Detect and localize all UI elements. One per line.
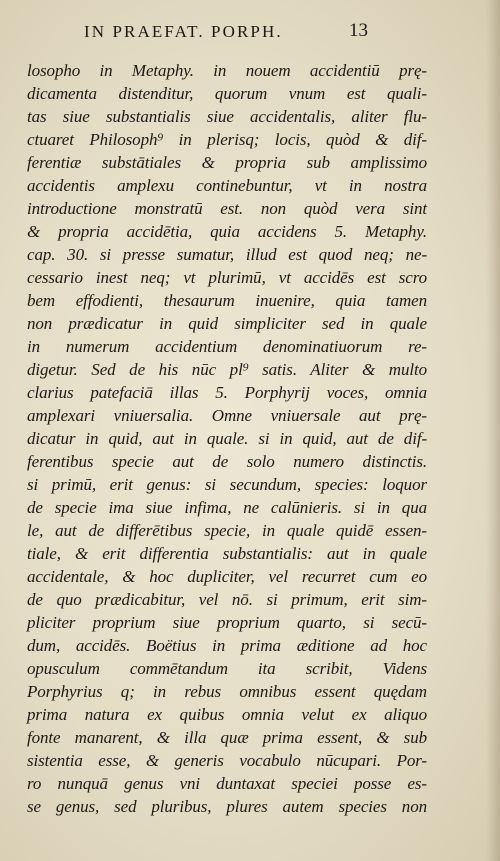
text-line: ferentiæ substātiales & propria sub amplissimo (27, 153, 427, 172)
text-line: le, aut de differētibus specie, in quale quidē essen- (27, 521, 427, 540)
text-line: introductione monstratū est. non quòd vera sint (27, 199, 427, 218)
text-line: sistentia esse, & generis vocabulo nūcupari. Por- (27, 751, 427, 770)
text-line: digetur. Sed de his nūc pl⁹ satis. Aliter & multo (27, 360, 427, 379)
text-line: ctuaret Philosoph⁹ in plerisq; locis, quòd & dif- (27, 130, 427, 149)
text-line: cessario inest neq; vt plurimū, vt accidēs est scro (27, 268, 427, 287)
text-line: de specie ima siue infima, ne calūnieris. si in qua (27, 498, 427, 517)
text-line: dicatur in quid, aut in quale. si in quid, aut de dif- (27, 429, 427, 448)
text-line: accidentale, & hoc dupliciter, vel recurret cum eo (27, 567, 427, 586)
text-line: Porphyrius q; in rebus omnibus essent quędam (27, 682, 427, 701)
text-line: si primū, erit genus: si secundum, species: loquor (27, 475, 427, 494)
page-number: 13 (349, 20, 368, 41)
text-line: fonte manarent, & illa quæ prima essent, & sub (27, 728, 427, 747)
body-text (27, 59, 427, 818)
text-line: losopho in Metaphy. in nouem accidentiū prę- (27, 61, 427, 80)
page-header (0, 0, 500, 48)
text-line: ro nunquā genus vni duntaxat speciei posse es- (27, 774, 427, 793)
text-line: tiale, & erit differentia substantialis: aut in quale (27, 544, 427, 563)
running-head: IN PRAEFAT. PORPH. (84, 22, 283, 41)
text-line: pliciter proprium siue proprium quarto, si secū- (27, 613, 427, 632)
text-line: opusculum commētandum ita scribit, Videns (27, 659, 427, 678)
text-line: ferentibus specie aut de solo numero distinctis. (27, 452, 427, 471)
text-line: & propria accidētia, quia accidens 5. Metaphy. (27, 222, 427, 241)
text-line: cap. 30. si presse sumatur, illud est quod neq; ne- (27, 245, 427, 264)
text-line: dum, accidēs. Boëtius in prima æditione ad hoc (27, 636, 427, 655)
text-line: clarius patefaciā illas 5. Porphyrij voces, omnia (27, 383, 427, 402)
text-line: tas siue substantialis siue accidentalis, aliter flu- (27, 107, 427, 126)
text-line: accidentis amplexu continebuntur, vt in nostra (27, 176, 427, 195)
text-line: bem effodienti, thesaurum inuenire, quia tamen (27, 291, 427, 310)
text-line: prima natura ex quibus omnia velut ex aliquo (27, 705, 427, 724)
text-line: non prædicatur in quid simpliciter sed in quale (27, 314, 427, 333)
text-line: se genus, sed pluribus, plures autem species non (27, 797, 427, 816)
text-line: in numerum accidentium denominatiuorum re- (27, 337, 427, 356)
text-line: amplexari vniuersalia. Omne vniuersale aut prę- (27, 406, 427, 425)
text-line: dicamenta distenditur, quorum vnum est quali- (27, 84, 427, 103)
text-line: de quo prædicabitur, vel nō. si primum, erit sim- (27, 590, 427, 609)
